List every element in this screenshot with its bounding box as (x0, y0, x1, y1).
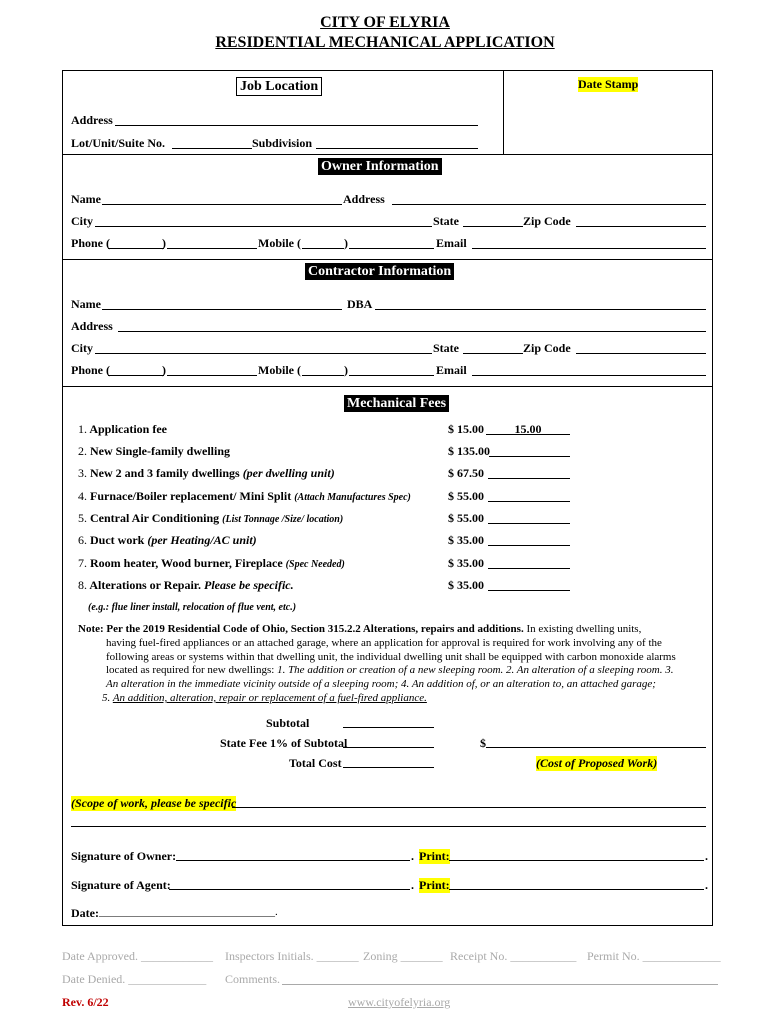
owner-zip-input[interactable] (576, 226, 706, 227)
contractor-header: Contractor Information (305, 263, 454, 280)
owner-name-input[interactable] (102, 204, 342, 205)
contractor-mobile-close: ) (344, 363, 348, 377)
owner-city-label: City (71, 214, 93, 228)
job-address-label: Address (71, 113, 113, 127)
office-date-denied: Date Denied. _____________ (62, 972, 207, 986)
contractor-mobile-input[interactable] (349, 375, 434, 376)
agent-signature-input[interactable] (169, 889, 410, 890)
date-input[interactable]: ________________________________. (99, 906, 278, 918)
contractor-state-label: State (433, 341, 459, 355)
lot-input[interactable] (172, 148, 252, 149)
fee-price: $ 15.00 (448, 422, 484, 436)
date-label: Date: (71, 906, 99, 920)
contractor-state-input[interactable] (463, 353, 523, 354)
fee-num: 5. (78, 511, 87, 525)
owner-state-label: State (433, 214, 459, 228)
agent-print-label: Print: (419, 878, 450, 892)
owner-signature-label: Signature of Owner: (71, 849, 177, 863)
fee-num: 7. (78, 556, 87, 570)
fee-num: 4. (78, 489, 87, 503)
owner-state-input[interactable] (463, 226, 523, 227)
office-inspectors-initials: Inspectors Initials. _______ (225, 949, 359, 963)
fee-amount-input[interactable] (488, 590, 570, 591)
contractor-dba-label: DBA (347, 297, 373, 311)
scope-input-1[interactable] (232, 807, 706, 808)
state-fee-label: State Fee 1% of Subtotal (220, 736, 348, 750)
owner-print-input[interactable] (449, 860, 704, 861)
office-comments: Comments. (225, 972, 281, 986)
contractor-email-label: Email (436, 363, 467, 377)
owner-email-input[interactable] (472, 248, 706, 249)
scope-label: (Scope of work, please be specific (71, 796, 237, 810)
total-cost-label: Total Cost (289, 756, 342, 770)
contractor-phone-close: ) (162, 363, 166, 377)
fee-label: New Single-family dwelling (90, 444, 230, 458)
owner-phone-input[interactable] (167, 248, 257, 249)
state-fee-input[interactable] (343, 747, 434, 748)
fee-price: $ 135.00 (448, 444, 490, 458)
contractor-zip-label: Zip Code (523, 341, 571, 355)
owner-email-label: Email (436, 236, 467, 250)
fees-header: Mechanical Fees (344, 395, 449, 412)
subdivision-label: Subdivision (252, 136, 313, 150)
owner-zip-label: Zip Code (523, 214, 571, 228)
contractor-address-label: Address (71, 319, 113, 333)
owner-name-label: Name (71, 192, 101, 206)
fee-note: (per dwelling unit) (242, 466, 335, 480)
owner-phone-label: Phone ( (71, 236, 110, 250)
office-permit-no: Permit No. _____________ (587, 949, 721, 963)
fee-label: Furnace/Boiler replacement/ Mini Split (90, 489, 295, 503)
agent-print-input[interactable] (449, 889, 704, 890)
contractor-phone-area-input[interactable] (108, 375, 164, 376)
fee-amount-input[interactable] (488, 478, 570, 479)
agent-signature-label: Signature of Agent: (71, 878, 171, 892)
fee-price: $ 35.00 (448, 533, 484, 547)
fee-example: (e.g.: flue liner install, relocation of flue vent, etc.) (88, 602, 297, 613)
owner-phone-area-input[interactable] (108, 248, 164, 249)
note-line-5: An alteration in the immediate vicinity outside of a sleeping room; 4. An addition of, or an alteration to, an attached garage; (106, 678, 656, 690)
owner-city-input[interactable] (95, 226, 432, 227)
fee-note: (Attach Manufactures Spec) (294, 492, 411, 503)
owner-print-label: Print: (419, 849, 450, 863)
note-line-4 (106, 663, 673, 677)
fee-num: 1. (78, 422, 87, 436)
contractor-dba-input[interactable] (375, 309, 706, 310)
contractor-zip-input[interactable] (576, 353, 706, 354)
fee-num: 8. (78, 578, 87, 592)
fee-amount-input[interactable] (488, 545, 570, 546)
owner-signature-input[interactable] (176, 860, 410, 861)
contractor-mobile-area-input[interactable] (302, 375, 344, 376)
owner-mobile-area-input[interactable] (302, 248, 344, 249)
fee-label: Application fee (89, 422, 168, 436)
note-line-3: following areas or systems within that dwelling unit, the individual dwelling unit shall be equipped with carbon monoxide alarms (106, 651, 676, 663)
note-l1: In existing dwelling units, (523, 623, 642, 635)
office-date-approved: Date Approved. ____________ (62, 949, 213, 963)
fee-amount-input[interactable] (488, 523, 570, 524)
office-receipt-no: Receipt No. ___________ (450, 949, 577, 963)
subtotal-input[interactable] (343, 727, 434, 728)
fee-label: Duct work (90, 533, 148, 547)
contractor-phone-label: Phone ( (71, 363, 110, 377)
contractor-address-input[interactable] (118, 331, 706, 332)
owner-signature-dot: . (411, 849, 414, 863)
fee-num: 2. (78, 444, 87, 458)
fee-label: Room heater, Wood burner, Fireplace (90, 556, 286, 570)
note-line-6 (102, 691, 427, 705)
fee-num: 3. (78, 466, 87, 480)
fee-amount-value: 15.00 (514, 422, 542, 436)
contractor-email-input[interactable] (472, 375, 706, 376)
total-cost-input[interactable] (343, 767, 434, 768)
owner-mobile-label: Mobile ( (258, 236, 301, 250)
scope-input-2[interactable] (71, 826, 706, 827)
fee-note: (Spec Needed) (285, 559, 345, 570)
contractor-phone-input[interactable] (167, 375, 257, 376)
owner-mobile-close: ) (344, 236, 348, 250)
fee-price: $ 55.00 (448, 511, 484, 525)
fee-note: (List Tonnage /Size/ location) (222, 514, 344, 525)
subtotal-label: Subtotal (266, 716, 310, 730)
job-location-header: Job Location (236, 77, 322, 96)
fee-note: (per Heating/AC unit) (147, 533, 257, 547)
fee-num: 6. (78, 533, 87, 547)
fee-amount-input[interactable] (489, 456, 570, 457)
agent-signature-dot: . (411, 878, 414, 892)
title-line2: RESIDENTIAL MECHANICAL APPLICATION (215, 34, 555, 51)
contractor-city-input[interactable] (95, 353, 432, 354)
note-lead: Note: Per the 2019 Residential Code of Ohio, Section 315.2.2 Alterations, repairs and additions. (78, 623, 524, 635)
fee-price: $ 35.00 (448, 578, 484, 592)
subdivision-input[interactable] (316, 148, 478, 149)
revision-label: Rev. 6/22 (62, 995, 109, 1009)
fee-amount-input[interactable] (488, 501, 570, 502)
fee-label: Alterations or Repair. (89, 578, 204, 592)
fee-note: Please be specific. (204, 578, 294, 592)
fee-label: Central Air Conditioning (90, 511, 223, 525)
website-link[interactable]: www.cityofelyria.org (348, 995, 451, 1009)
date-stamp-label: Date Stamp (578, 77, 639, 91)
note-line-1 (78, 622, 641, 636)
cost-proposed-input[interactable] (486, 747, 706, 748)
owner-address-label: Address (343, 192, 385, 206)
contractor-name-label: Name (71, 297, 101, 311)
agent-print-dot: . (705, 878, 708, 892)
office-zoning: Zoning _______ (363, 949, 443, 963)
contractor-mobile-label: Mobile ( (258, 363, 301, 377)
owner-phone-close: ) (162, 236, 166, 250)
owner-print-dot: . (705, 849, 708, 863)
office-comments-line (282, 984, 718, 985)
owner-header: Owner Information (318, 158, 442, 175)
note-l6a: 5. (102, 692, 113, 704)
note-l6b: An addition, alteration, repair or replacement of a fuel-fired appliance. (112, 692, 427, 704)
cost-dollar-sign: $ (480, 736, 486, 750)
cost-proposed-label: (Cost of Proposed Work) (536, 756, 658, 770)
job-address-input[interactable] (115, 125, 478, 126)
fee-amount-input[interactable] (488, 568, 570, 569)
fee-label: New 2 and 3 family dwellings (90, 466, 243, 480)
fee-price: $ 67.50 (448, 466, 484, 480)
note-l4b: 1. The addition or creation of a new sleeping room. 2. An alteration of a sleeping room. 3. (277, 664, 674, 676)
lot-label: Lot/Unit/Suite No. (71, 136, 166, 150)
note-line-2: having fuel-fired appliances or an attached garage, where an application for approval is required for work involving any of the (106, 637, 662, 649)
note-l4a: located as required for new dwellings: (106, 664, 278, 676)
contractor-city-label: City (71, 341, 93, 355)
fee-price: $ 55.00 (448, 489, 484, 503)
owner-address-input[interactable] (392, 204, 706, 205)
fee-price: $ 35.00 (448, 556, 484, 570)
owner-mobile-input[interactable] (349, 248, 434, 249)
title-line1: CITY OF ELYRIA (320, 14, 450, 31)
contractor-name-input[interactable] (102, 309, 342, 310)
